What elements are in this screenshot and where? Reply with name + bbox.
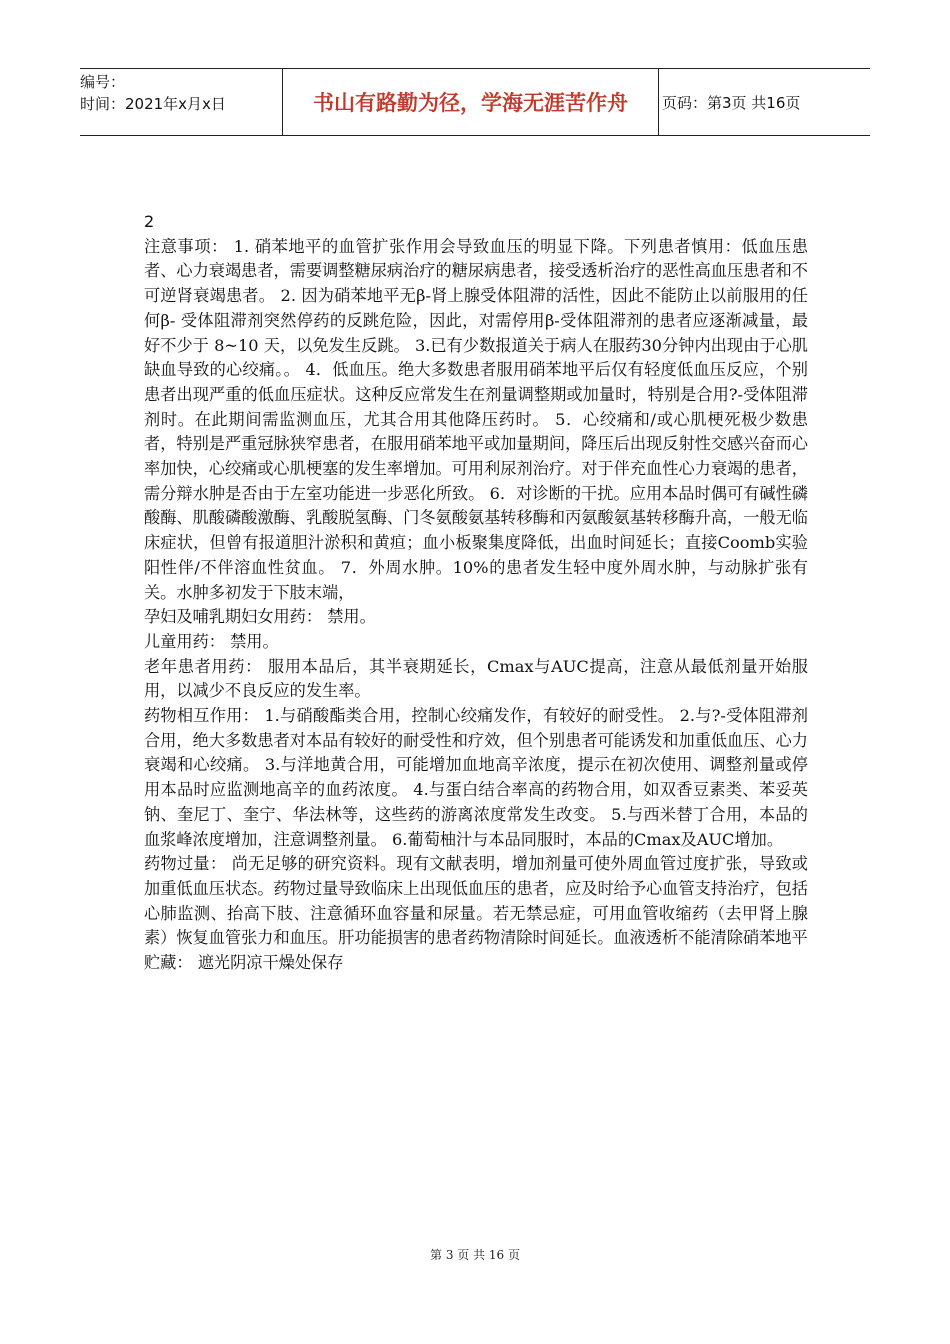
interactions-paragraph: 药物相互作用： 1.与硝酸酯类合用，控制心绞痛发作，有较好的耐受性。 2.与?-受体阻滞剂合用，绝大多数患者对本品有较好的耐受性和疗效，但个别患者可能诱发和加重低血压、心力衰竭和心绞痛。 3.与洋地黄合用，可能增加血地高辛浓度，提示在初次使用、调整剂量或停用本品时应监测地高辛的血药浓度。 4.与蛋白结合率高的药物合用，如双香豆素类、苯妥英钠、奎尼丁、奎宁、华法林等，这些药的游离浓度常发生改变。 5.与西米替丁合用，本品的血浆峰浓度增加，注意调整剂量。 6.葡萄柚汁与本品同服时，本品的Cmax及AUC增加。	[144, 706, 808, 849]
precautions-paragraph: 注意事项： 1. 硝苯地平的血管扩张作用会导致血压的明显下降。下列患者慎用：低血压患者、心力衰竭患者，需要调整糖尿病治疗的糖尿病患者，接受透析治疗的恶性高血压患者和不可逆肾衰竭患者。 2. 因为硝苯地平无β-肾上腺受体阻滞的活性，因此不能防止以前服用的任何β- 受体阻滞剂突然停药的反跳危险，因此，对需停用β-受体阻滞剂的患者应逐渐减量，最好不少于 8~10 天，以免发生反跳。 3.已有少数报道关于病人在服药30分钟内出现由于心肌缺血导致的心绞痛。。 4．低血压。绝大多数患者服用硝苯地平后仅有轻度低血压反应，个别患者出现严重的低血压症状。这种反应常发生在剂量调整期或加量时，特别是合用?-受体阻滞剂时。在此期间需监测血压，尤其合用其他降压药时。 5．心绞痛和/或心肌梗死极少数患者，特别是严重冠脉狭窄患者，在服用硝苯地平或加量期间，降压后出现反射性交感兴奋而心率加快，心绞痛或心肌梗塞的发生率增加。可用利尿剂治疗。对于伴充血性心力衰竭的患者，需分辩水肿是否由于左室功能进一步恶化所致。 6．对诊断的干扰。应用本品时偶可有碱性磷酸酶、肌酸磷酸激酶、乳酸脱氢酶、门冬氨酸氨基转移酶和丙氨酸氨基转移酶升高，一般无临床症状，但曾有报道胆汁淤积和黄疸；血小板聚集度降低，出血时间延长；直接Coomb实验阳性伴/不伴溶血性贫血。 7．外周水肿。10%的患者发生轻中度外周水肿，与动脉扩张有关。水肿多初发于下肢末端，	[144, 236, 808, 602]
date-label: 时间：2021年x月x日	[80, 95, 226, 113]
header-motto: 书山有路勤为径，学海无涯苦作舟	[313, 90, 628, 115]
pregnancy-paragraph: 孕妇及哺乳期妇女用药： 禁用。	[144, 607, 376, 627]
pediatric-paragraph: 儿童用药： 禁用。	[144, 631, 279, 651]
header-divider	[658, 69, 659, 135]
document-header	[80, 68, 870, 136]
overdose-paragraph: 药物过量： 尚无足够的研究资料。现有文献表明，增加剂量可使外周血管过度扩张，导致或加重低血压状态。药物过量导致临床上出现低血压的患者，应及时给予心血管支持治疗，包括心肺监测、抬高下肢、注意循环血容量和尿量。若无禁忌症，可用血管收缩药（去甲肾上腺素）恢复血管张力和血压。肝功能损害的患者药物清除时间延长。血液透析不能清除硝苯地平	[144, 854, 808, 948]
document-body	[144, 210, 808, 976]
section-number: 2	[144, 212, 155, 231]
elderly-paragraph: 老年患者用药： 服用本品后，其半衰期延长，Cmax与AUC提高，注意从最低剂量开始服用，以减少不良反应的发生率。	[144, 656, 808, 701]
storage-paragraph: 贮藏： 遮光阴凉干燥处保存	[144, 953, 344, 973]
header-meta	[80, 69, 280, 137]
page-footer: 第 3 页 共 16 页	[430, 1248, 520, 1262]
header-page-info: 页码：第3页 共16页	[662, 93, 801, 112]
code-label: 编号：	[80, 73, 126, 91]
